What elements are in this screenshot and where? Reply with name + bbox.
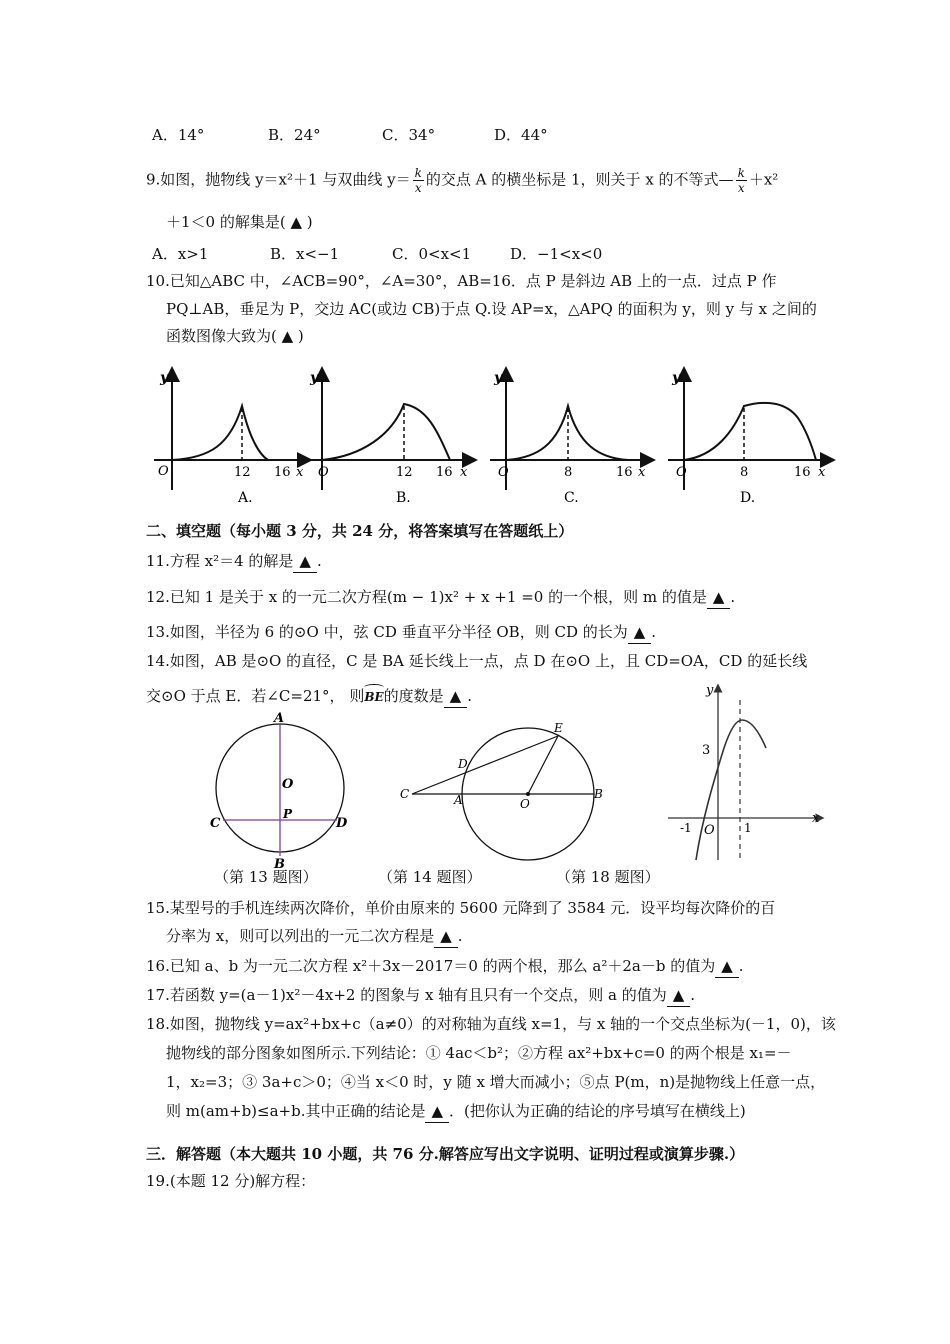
q14-line2 — [146, 685, 472, 708]
q12-text: 12.已知 1 是关于 x 的一元二次方程(m − 1)x² + x +1 =0 的一个根，则 m 的值是 — [146, 588, 707, 606]
graph-d-origin: O — [676, 465, 687, 480]
q16-text: 16.已知 a、b 为一元二次方程 x²＋3x－2017＝0 的两个根，那么 a²＋2a－b 的值为 — [146, 957, 716, 975]
q15-blank: ▲ — [434, 925, 458, 948]
q14-blank: ▲ — [444, 685, 468, 708]
q8-option-d: D．44° — [494, 126, 548, 144]
q8-option-a: A．14° — [152, 126, 205, 144]
fig14-E: E — [554, 721, 563, 735]
q18-line4 — [166, 1100, 746, 1123]
q16-end: . — [738, 957, 744, 975]
q17-end: . — [690, 986, 696, 1004]
graph-a-x: x — [296, 465, 304, 480]
fig14-D: D — [458, 757, 468, 771]
q14-arc-be — [364, 686, 383, 708]
fig13-A: A — [274, 711, 285, 726]
q9-text1: 9.如图，抛物线 y＝x²＋1 与双曲线 y＝ — [146, 170, 411, 189]
q10-line3: 函数图像大致为( ▲ ) — [166, 327, 304, 345]
q9-option-a: A．x>1 — [152, 245, 209, 263]
q9-fraction1 — [413, 166, 424, 195]
fig18-three: 3 — [702, 743, 711, 758]
fig14-O: O — [520, 797, 530, 811]
graph-d-end: 16 — [794, 465, 811, 480]
q8-option-c: C．34° — [382, 126, 436, 144]
figure-14 — [394, 716, 614, 866]
q11-end: . — [316, 552, 322, 570]
graph-b-peak: 12 — [396, 465, 413, 480]
q9-frac1-den: x — [414, 181, 422, 195]
q11-blank: ▲ — [293, 550, 317, 573]
graph-a-origin: O — [158, 464, 169, 479]
q14-text-mid: 的度数是 — [383, 687, 444, 705]
fig13-D: D — [336, 816, 348, 831]
graph-d-label: D. — [740, 490, 756, 506]
q9-option-c: C．0<x<1 — [392, 245, 472, 263]
q9-line1 — [146, 166, 778, 195]
graph-b-origin: O — [318, 465, 329, 480]
q8-option-b: B．24° — [268, 126, 321, 144]
q14-end: . — [467, 687, 472, 705]
q17 — [146, 984, 695, 1007]
graph-b — [304, 370, 470, 506]
q14-arc-label: BE — [364, 690, 384, 704]
q12-end: . — [730, 588, 736, 606]
graph-c-end: 16 — [616, 465, 633, 480]
q9-frac1-num: k — [414, 166, 422, 180]
q9-line2: ＋1＜0 的解集是( ▲ ) — [166, 213, 313, 231]
q18-text: 则 m(am+b)≤a+b.其中正确的结论是 — [166, 1102, 426, 1120]
q13-blank: ▲ — [628, 621, 652, 644]
fig18-caption: （第 18 题图） — [556, 868, 660, 886]
fig13-P: P — [283, 807, 293, 821]
q15-text: 分率为 x，则可以列出的一元二次方程是 — [166, 927, 435, 945]
graph-a-end: 16 — [274, 465, 291, 480]
q9-option-b: B．x<−1 — [270, 245, 340, 263]
graph-c-y: y — [494, 370, 503, 386]
q18-line3: 1，x₂=3；③ 3a+c＞0；④当 x＜0 时，y 随 x 增大而减小；⑤点 P(m，n)是抛物线上任意一点， — [166, 1073, 826, 1091]
graph-c-x: x — [638, 465, 646, 480]
q14-line1: 14.如图，AB 是⊙O 的直径，C 是 BA 延长线上一点，点 D 在⊙O 上，且 CD=OA，CD 的延长线 — [146, 652, 808, 670]
q16-blank: ▲ — [715, 955, 739, 978]
section3-heading: 三．解答题（本大题共 10 小题，共 76 分.解答应写出文字说明、证明过程或演算步骤.） — [146, 1145, 745, 1163]
q13 — [146, 621, 656, 644]
graph-c — [490, 370, 648, 506]
q18-line2: 抛物线的部分图象如图所示.下列结论：① 4ac＜b²；②方程 ax²+bx+c=0 的两个根是 x₁=－ — [166, 1044, 792, 1062]
graph-d-peak: 8 — [740, 465, 749, 480]
figure-13 — [200, 708, 360, 870]
fig13-C: C — [210, 816, 221, 831]
fig14-B: B — [594, 787, 603, 801]
q15-end: . — [457, 927, 463, 945]
fig14-A: A — [454, 793, 463, 807]
q10-graphs — [140, 360, 840, 510]
fig13-B: B — [274, 857, 285, 870]
q9-text2: 的交点 A 的横坐标是 1，则关于 x 的不等式— — [425, 170, 734, 189]
fig18-y: y — [706, 683, 714, 698]
q15-line1: 15.某型号的手机连续两次降价，单价由原来的 5600 元降到了 3584 元．设平均每次降价的百 — [146, 899, 776, 917]
q18-end: ．(把你认为正确的结论的序号填写在横线上) — [449, 1102, 746, 1120]
graph-d — [668, 370, 828, 506]
q18-line1: 18.如图，抛物线 y=ax²+bx+c（a≠0）的对称轴为直线 x=1，与 x 轴的一个交点坐标为(－1，0)，该 — [146, 1015, 836, 1033]
section2-heading: 二、填空题（每小题 3 分，共 24 分，将答案填写在答题纸上） — [146, 522, 574, 540]
q14-text: 交⊙O 于点 E．若∠C=21°， 则 — [146, 687, 365, 705]
figure-18 — [666, 680, 826, 864]
fig18-x: x — [812, 811, 820, 826]
graph-a — [154, 370, 305, 506]
q13-text: 13.如图，半径为 6 的⊙O 中，弦 CD 垂直平分半径 OB，则 CD 的长为 — [146, 623, 628, 641]
q12 — [146, 586, 735, 609]
graph-a-peak: 12 — [234, 465, 251, 480]
fig18-origin: O — [704, 823, 715, 838]
fig18-one: 1 — [744, 821, 752, 835]
q12-blank: ▲ — [707, 586, 731, 609]
fig13-caption: （第 13 题图） — [214, 868, 318, 886]
fig14-C: C — [400, 787, 410, 801]
q9-text3: ＋x² — [748, 170, 779, 189]
graph-d-x: x — [818, 465, 826, 480]
q13-end: . — [651, 623, 657, 641]
fig14-caption: （第 14 题图） — [378, 868, 482, 886]
graph-b-end: 16 — [436, 465, 453, 480]
q9-option-d: D．−1<x<0 — [510, 245, 603, 263]
graph-b-y: y — [310, 370, 319, 386]
graph-d-y: y — [672, 370, 681, 386]
q10-line1: 10.已知△ABC 中，∠ACB=90°，∠A=30°，AB=16．点 P 是斜边 AB 上的一点．过点 P 作 — [146, 272, 777, 290]
arc-symbol — [364, 684, 383, 691]
graph-c-label: C. — [564, 490, 579, 506]
q11-text: 11.方程 x²＝4 的解是 — [146, 552, 294, 570]
q15-line2 — [166, 925, 463, 948]
graph-a-label: A. — [238, 490, 253, 506]
graph-b-x: x — [460, 465, 468, 480]
q11 — [146, 550, 322, 573]
q19: 19.(本题 12 分)解方程： — [146, 1172, 316, 1190]
q9-fraction2 — [736, 166, 747, 195]
fig18-neg1: -1 — [680, 821, 692, 835]
q9-frac2-num: k — [737, 166, 745, 180]
graph-c-origin: O — [498, 465, 509, 480]
q10-line2: PQ⊥AB，垂足为 P，交边 AC(或边 CB)于点 Q.设 AP=x，△APQ 的面积为 y，则 y 与 x 之间的 — [166, 300, 817, 318]
q17-blank: ▲ — [667, 984, 691, 1007]
graph-a-y: y — [160, 370, 169, 386]
fig13-O: O — [282, 777, 294, 792]
graph-c-peak: 8 — [564, 465, 573, 480]
q18-blank: ▲ — [425, 1100, 449, 1123]
graph-b-label: B. — [396, 490, 411, 506]
q16 — [146, 955, 744, 978]
q9-frac2-den: x — [737, 181, 745, 195]
q17-text: 17.若函数 y=(a－1)x²－4x+2 的图象与 x 轴有且只有一个交点，则 a 的值为 — [146, 986, 667, 1004]
